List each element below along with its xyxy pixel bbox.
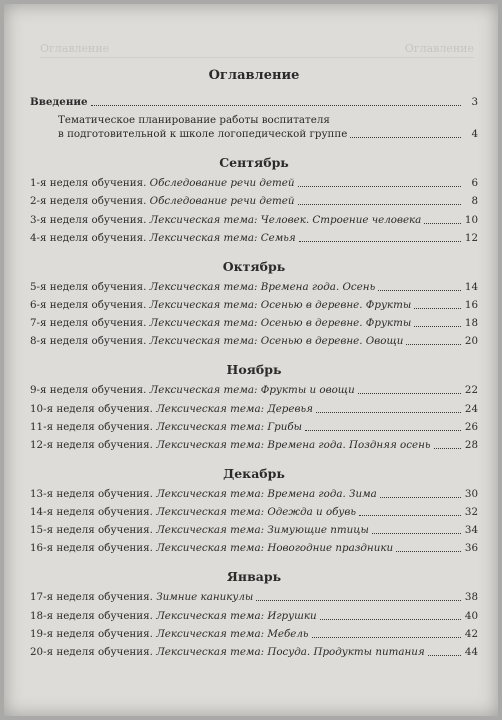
toc-entry[interactable] — [30, 523, 478, 537]
dot-leader — [372, 533, 461, 534]
toc-entry[interactable] — [30, 176, 478, 190]
toc-entry-page: 44 — [464, 646, 478, 658]
topic-label: Лексическая тема: Новогодние праздники — [156, 542, 394, 555]
toc-entry-label — [30, 176, 295, 190]
toc-entry[interactable] — [30, 316, 478, 330]
toc-entry-label — [30, 334, 403, 348]
toc-entry-label — [30, 505, 356, 519]
week-label: 7-я неделя обучения. — [30, 317, 147, 330]
toc-entry-page: 10 — [464, 213, 478, 226]
week-label: 17-я неделя обучения. — [30, 591, 153, 604]
toc-entry-page: 14 — [464, 280, 478, 293]
week-label: 3-я неделя обучения. — [30, 213, 147, 226]
toc-entry-label — [30, 420, 302, 434]
toc-entry-planning[interactable] — [30, 113, 478, 141]
dot-leader — [380, 497, 461, 498]
toc-entry-label — [30, 298, 411, 312]
topic-label: Лексическая тема: Зимующие птицы — [156, 524, 369, 537]
toc-entry-page: 26 — [464, 420, 478, 433]
toc-entry-label — [30, 590, 253, 604]
toc-entry-page: 24 — [464, 402, 478, 415]
dot-leader — [312, 637, 461, 638]
month-heading: Ноябрь — [226, 362, 282, 378]
toc-entry-page: 12 — [464, 231, 478, 244]
dot-leader — [320, 619, 461, 620]
toc-entry[interactable] — [30, 645, 478, 659]
topic-label: Лексическая тема: Грибы — [156, 420, 303, 433]
faded-running-header — [40, 42, 474, 58]
toc-entry-label — [30, 194, 295, 208]
toc-entry-label — [30, 383, 355, 397]
toc-entry[interactable] — [30, 505, 478, 519]
topic-label: Обследование речи детей — [149, 195, 295, 208]
header-ghost-left: Оглавление — [40, 42, 110, 55]
week-label: 15-я неделя обучения. — [30, 524, 153, 537]
dot-leader — [359, 515, 461, 516]
toc-entry-page: 30 — [464, 487, 478, 500]
week-label: 12-я неделя обучения. — [30, 438, 153, 451]
month-heading: Декабрь — [223, 465, 285, 481]
week-label: 2-я неделя обучения. — [30, 195, 147, 208]
toc-entry-page: 4 — [471, 128, 478, 141]
toc-entry-page: 22 — [464, 384, 478, 397]
toc-entry-label — [30, 231, 296, 245]
topic-label: Лексическая тема: Фрукты и овощи — [149, 384, 355, 397]
toc-entry-page: 38 — [464, 591, 478, 604]
toc-entry[interactable] — [30, 213, 478, 227]
topic-label: Лексическая тема: Времена года. Зима — [156, 487, 377, 500]
topic-label: Зимние каникулы — [156, 591, 254, 604]
toc-entry[interactable] — [30, 487, 478, 501]
table-of-contents — [30, 68, 478, 663]
dot-leader — [414, 308, 461, 309]
dot-leader — [350, 137, 461, 138]
toc-entry[interactable] — [30, 194, 478, 208]
month-sections — [30, 155, 478, 659]
topic-label: Лексическая тема: Осенью в деревне. Фрукты — [149, 298, 412, 311]
week-label: 5-я неделя обучения. — [30, 280, 147, 293]
dot-leader — [256, 600, 461, 601]
toc-entry-label — [30, 402, 313, 416]
dot-leader — [305, 430, 461, 431]
dot-leader — [396, 551, 461, 552]
toc-entry-intro[interactable] — [30, 95, 478, 109]
toc-entry-page: 42 — [464, 627, 478, 640]
toc-entry-label — [30, 316, 411, 330]
planning-line-1: Тематическое планирование работы воспитателя — [58, 114, 330, 127]
toc-entry[interactable] — [30, 438, 478, 452]
toc-entry-page: 6 — [471, 177, 478, 190]
topic-label: Лексическая тема: Мебель — [156, 627, 309, 640]
toc-entry-label — [30, 523, 369, 537]
toc-entry-label — [30, 609, 317, 623]
topic-label: Лексическая тема: Деревья — [156, 402, 313, 415]
toc-entry-page: 3 — [471, 96, 478, 108]
toc-entry[interactable] — [30, 231, 478, 245]
topic-label: Обследование речи детей — [149, 177, 295, 190]
header-ghost-right: Оглавление — [404, 42, 474, 55]
month-heading: Сентябрь — [219, 155, 289, 171]
topic-label: Лексическая тема: Времена года. Поздняя осень — [156, 438, 431, 451]
week-label: 9-я неделя обучения. — [30, 384, 147, 397]
toc-entry[interactable] — [30, 627, 478, 641]
week-label: 4-я неделя обучения. — [30, 231, 147, 244]
toc-entry-label — [30, 113, 347, 141]
toc-entry-page: 20 — [464, 335, 478, 348]
toc-entry[interactable] — [30, 280, 478, 294]
planning-line-2: в подготовительной к школе логопедической группе — [58, 128, 348, 141]
week-label: 8-я неделя обучения. — [30, 335, 147, 348]
dot-leader — [298, 204, 461, 205]
dot-leader — [406, 344, 461, 345]
week-label: 20-я неделя обучения. — [30, 646, 153, 658]
topic-label: Лексическая тема: Времена года. Осень — [149, 280, 376, 293]
toc-entry-label — [30, 541, 393, 555]
topic-label: Лексическая тема: Посуда. Продукты питания — [156, 646, 425, 658]
toc-entry[interactable] — [30, 334, 478, 348]
topic-label: Лексическая тема: Семья — [149, 231, 296, 244]
toc-entry[interactable] — [30, 402, 478, 416]
toc-entry-page: 16 — [464, 298, 478, 311]
toc-entry-label — [30, 280, 375, 294]
toc-entry[interactable] — [30, 420, 478, 434]
dot-leader — [434, 448, 462, 449]
toc-entry-label — [30, 627, 309, 641]
toc-entry[interactable] — [30, 609, 478, 623]
week-label: 19-я неделя обучения. — [30, 627, 153, 640]
toc-entry[interactable] — [30, 298, 478, 312]
dot-leader — [91, 105, 461, 106]
toc-entry[interactable] — [30, 541, 478, 555]
toc-entry-page: 34 — [464, 524, 478, 537]
dot-leader — [358, 393, 461, 394]
toc-entry-label — [30, 438, 431, 452]
toc-title: Оглавление — [208, 68, 300, 83]
week-label: 10-я неделя обучения. — [30, 402, 153, 415]
toc-entry-label — [30, 487, 377, 501]
topic-label: Лексическая тема: Осенью в деревне. Фрукты — [149, 317, 412, 330]
dot-leader — [298, 186, 461, 187]
toc-entry-label — [30, 645, 425, 659]
dot-leader — [414, 326, 461, 327]
week-label: 14-я неделя обучения. — [30, 506, 153, 519]
topic-label: Лексическая тема: Игрушки — [156, 609, 317, 622]
week-label: 11-я неделя обучения. — [30, 420, 153, 433]
dot-leader — [424, 223, 461, 224]
topic-label: Лексическая тема: Одежда и обувь — [156, 506, 357, 519]
month-heading: Январь — [226, 569, 282, 585]
toc-entry-page: 18 — [464, 317, 478, 330]
toc-entry-page: 32 — [464, 506, 478, 519]
book-page — [4, 4, 498, 716]
topic-label: Лексическая тема: Осенью в деревне. Овощи — [149, 335, 404, 348]
week-label: 13-я неделя обучения. — [30, 487, 153, 500]
dot-leader — [378, 290, 461, 291]
toc-entry[interactable] — [30, 383, 478, 397]
topic-label: Лексическая тема: Человек. Строение человека — [149, 213, 422, 226]
toc-entry[interactable] — [30, 590, 478, 604]
toc-entry-page: 40 — [464, 609, 478, 622]
dot-leader — [316, 412, 461, 413]
toc-entry-page: 8 — [471, 195, 478, 208]
dot-leader — [428, 655, 461, 656]
week-label: 1-я неделя обучения. — [30, 177, 147, 190]
toc-entry-page: 28 — [464, 438, 478, 451]
week-label: 16-я неделя обучения. — [30, 542, 153, 555]
toc-entry-page: 36 — [464, 542, 478, 555]
toc-entry-label: Введение — [30, 96, 88, 108]
week-label: 18-я неделя обучения. — [30, 609, 153, 622]
month-heading: Октябрь — [222, 258, 286, 274]
dot-leader — [299, 241, 461, 242]
week-label: 6-я неделя обучения. — [30, 298, 147, 311]
toc-entry-label — [30, 213, 421, 227]
